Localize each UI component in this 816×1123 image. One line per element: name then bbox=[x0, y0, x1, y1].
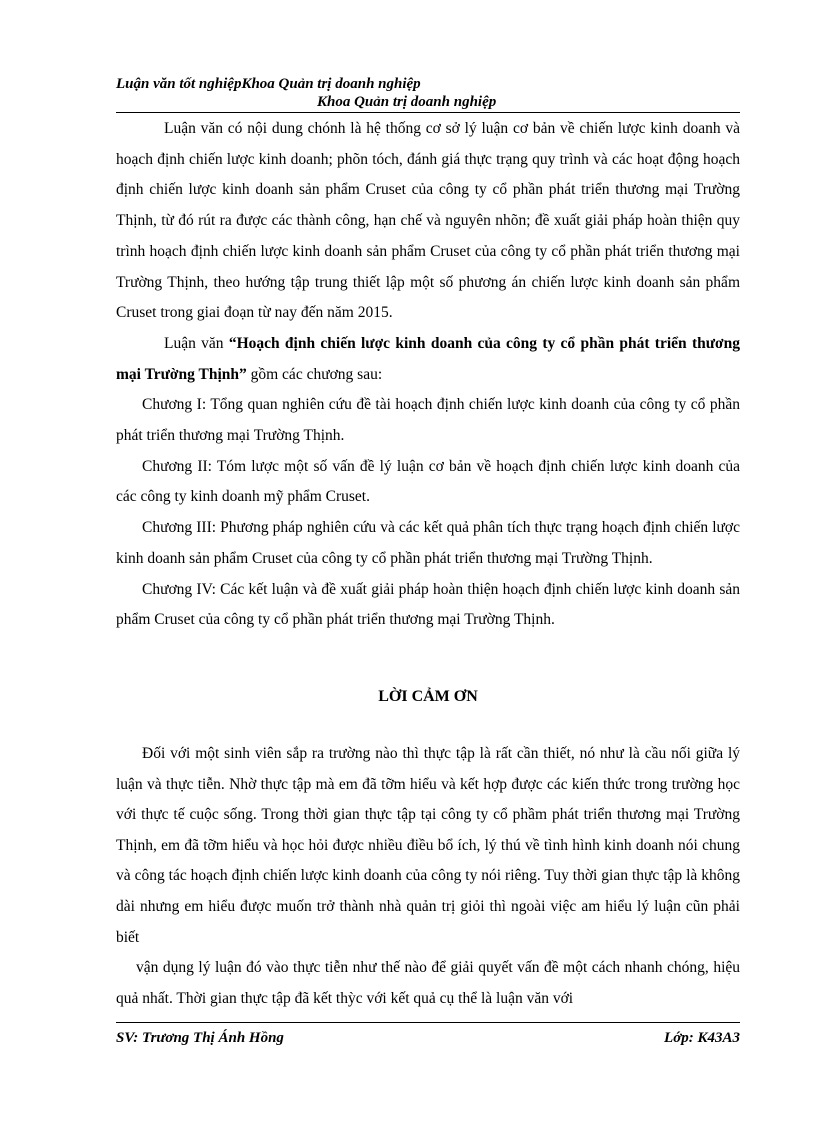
structure-prefix: Luận văn bbox=[164, 334, 229, 352]
header-rule bbox=[116, 112, 740, 113]
thanks-paragraph-2: vận dụng lý luận đó vào thực tiễn như thế nào để giải quyết vấn đề một cách nhanh chóng, hiệu quả nhất. Thời gian thực tập đã kết thỳc với kết quả cụ thể là luận văn với bbox=[116, 959, 740, 1007]
thanks-paragraph-1: Đối với một sinh viên sắp ra trường nào thì thực tập là rất cần thiết, nó như là cầu nối giữa lý luận và thực tiễn. Nhờ thực tập mà em đã tỡm hiểu và kết hợp được các kiến thức trong trường học với thực tế cuộc sống. Trong thời gian thực tập tại công ty cổ phầm phát triển thương mại Trường Thịnh, em đã tỡm hiểu và học hỏi được nhiều điều bổ ích, lý thú về tình hình kinh doanh nói chung và công tác hoạch định chiến lược kinh doanh của công ty nói riêng. Tuy thời gian thực tập là không dài nhưng em hiểu được muốn trở thành nhà quản trị giỏi thì ngoài việc am hiểu lý luận cũn phải biết bbox=[116, 745, 740, 946]
section-title: LỜI CẢM ƠN bbox=[378, 688, 478, 705]
chapter-4: Chương IV: Các kết luận và đề xuất giải pháp hoàn thiện hoạch định chiến lược kinh doanh sản phẩm Cruset của công ty cổ phần phát triển thương mại Trường Thịnh. bbox=[116, 580, 740, 629]
structure-suffix: gồm các chương sau: bbox=[246, 365, 383, 383]
intro-paragraph: Luận văn có nội dung chónh là hệ thống cơ sở lý luận cơ bản về chiến lược kinh doanh và hoạch định chiến lược kinh doanh; phõn tóch, đánh giá thực trạng quy trình và các hoạt động hoạch định chiến lược kinh doanh sản phẩm Cruset của công ty cổ phần phát triển thương mại Trường Thịnh, từ đó rút ra được các thành công, hạn chế và nguyên nhõn; đề xuất giải pháp hoàn thiện quy trình hoạch định chiến lược kinh doanh sản phẩm Cruset của công ty cổ phần phát triển thương mại Trường Thịnh, theo hướng tập trung thiết lập một số phương án chiến lược kinh doanh sản phẩm Cruset trong giai đoạn từ nay đến năm 2015. bbox=[116, 120, 740, 322]
chapter-1: Chương I: Tổng quan nghiên cứu đề tài hoạch định chiến lược kinh doanh của công ty cổ phần phát triển thương mại Trường Thịnh. bbox=[116, 396, 740, 445]
running-header-line2: Khoa Quản trị doanh nghiệp bbox=[317, 94, 497, 110]
chapter-3: Chương III: Phương pháp nghiên cứu và các kết quả phân tích thực trạng hoạch định chiến lược kinh doanh sản phẩm Cruset của công ty cổ phần phát triển thương mại Trường Thịnh. bbox=[116, 519, 740, 567]
thesis-title: “Hoạch định chiến lược kinh doanh của công ty cổ phần phát triển thương mại Trường Thịnh” bbox=[116, 334, 740, 383]
footer-rule bbox=[116, 1022, 740, 1023]
running-header-line1: Luận văn tốt nghiệpKhoa Quản trị doanh nghiệp bbox=[116, 76, 421, 92]
footer-student: SV: Trương Thị Ánh Hồng bbox=[116, 1030, 284, 1046]
thanks-section bbox=[116, 739, 740, 1014]
document-body bbox=[116, 114, 740, 636]
footer-class: Lớp: K43A3 bbox=[664, 1030, 740, 1046]
chapter-2: Chương II: Tóm lược một số vấn đề lý luận cơ bản về hoạch định chiến lược kinh doanh của các công ty kinh doanh mỹ phẩm Cruset. bbox=[116, 457, 740, 506]
structure-paragraph bbox=[116, 329, 740, 390]
